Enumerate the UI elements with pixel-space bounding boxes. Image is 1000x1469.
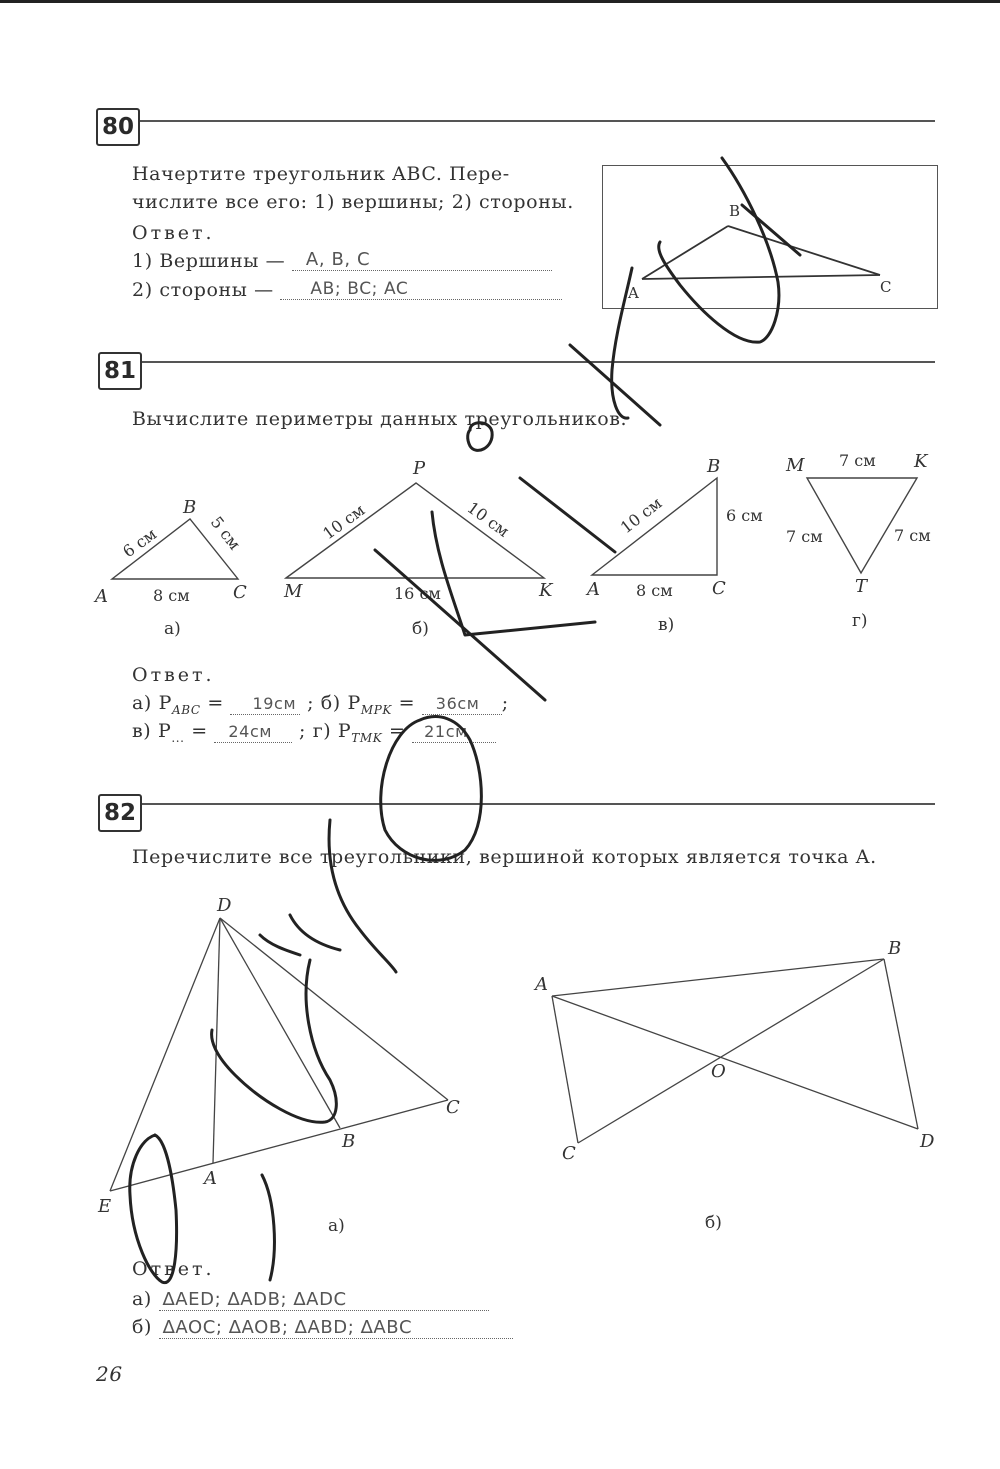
- perimeter-g-value: 21см: [424, 722, 468, 741]
- fig-a-label-d: D: [217, 895, 232, 916]
- fig-b-label-c: C: [562, 1143, 576, 1164]
- tri-a-vertex-c: C: [233, 582, 247, 603]
- tri-b-vertex-m: M: [284, 581, 303, 602]
- tri-v-caption: в): [658, 615, 675, 635]
- answer-b-prefix: б): [132, 1316, 153, 1338]
- tri-a-caption: а): [164, 619, 181, 639]
- fig-b-label-b: B: [888, 938, 902, 959]
- vertices-answer: A, B, C: [305, 249, 371, 270]
- tri-v-side-ac: 8 см: [636, 581, 673, 600]
- answer-a-prefix: а): [132, 1288, 152, 1310]
- tri-g-caption: г): [852, 611, 868, 631]
- perimeter-a-label: а) P: [132, 692, 172, 714]
- tri-a-side-ab: 6 см: [119, 524, 161, 562]
- exercise-82-answer-label: Ответ.: [132, 1258, 215, 1280]
- fig-a-label-e: E: [98, 1196, 112, 1217]
- perimeter-g-sub: TMK: [351, 730, 383, 745]
- tri-g-vertex-k: K: [914, 451, 928, 472]
- vertices-prefix: 1) Вершины —: [132, 250, 286, 272]
- tri-g-vertex-t: T: [855, 576, 868, 597]
- drawing-label-a: A: [628, 284, 639, 302]
- exercise-80-text-line1: Начертите треугольник ABC. Пере-: [132, 163, 510, 185]
- tri-g-side-mt: 7 см: [786, 527, 823, 546]
- drawing-label-b: B: [729, 202, 741, 220]
- tri-v-side-ab: 10 см: [616, 493, 666, 538]
- drawing-label-c: C: [880, 278, 892, 296]
- page-number: 26: [96, 1362, 123, 1386]
- exercise-81-text: Вычислите периметры данных треугольников.: [132, 408, 628, 430]
- fig-b-label-a: A: [535, 974, 548, 995]
- fig-b-label-d: D: [920, 1131, 935, 1152]
- tri-b-vertex-p: P: [413, 458, 426, 479]
- tri-b-side-pk: 10 см: [463, 497, 513, 541]
- perimeter-g-eq: =: [388, 720, 413, 742]
- tri-a-vertex-b: B: [183, 497, 197, 518]
- perimeter-b-sub: MPK: [360, 702, 392, 717]
- exercise-80-number: 80: [96, 108, 140, 146]
- exercise-82-text: Перечислите все треугольники, вершиной которых является точка A.: [132, 846, 877, 868]
- exercise-80-answer-label: Ответ.: [132, 222, 215, 244]
- tri-a-side-ac: 8 см: [153, 586, 190, 605]
- fig-a-caption: а): [328, 1216, 345, 1236]
- fig-b-caption: б): [705, 1213, 722, 1233]
- tri-b-side-mp: 10 см: [319, 500, 369, 544]
- tri-v-side-bc: 6 см: [726, 506, 763, 525]
- tri-g-side-kt: 7 см: [894, 526, 931, 545]
- perimeter-g-label: ; г) P: [299, 720, 352, 742]
- perimeter-v-label: в) P: [132, 720, 172, 742]
- tri-g-side-mk: 7 см: [839, 451, 876, 470]
- fig-a-label-b: B: [342, 1131, 356, 1152]
- tri-b-side-mk: 16 см: [394, 584, 441, 603]
- tri-g-vertex-m: M: [786, 455, 805, 476]
- exercise-81-number: 81: [98, 352, 142, 390]
- sides-prefix: 2) стороны —: [132, 279, 274, 301]
- exercise-80-text-line2: числите все его: 1) вершины; 2) стороны.: [132, 191, 574, 213]
- tri-b-caption: б): [412, 619, 429, 639]
- perimeter-a-eq: =: [207, 692, 231, 714]
- answer-a-value: ∆AED; ∆ADB; ∆ADC: [162, 1289, 347, 1310]
- perimeter-a-value: 19см: [252, 694, 297, 713]
- sides-answer: AB; BC; AC: [310, 279, 409, 299]
- fig-a-label-c: C: [446, 1097, 460, 1118]
- tri-v-vertex-a: A: [587, 579, 600, 600]
- tri-v-vertex-c: C: [712, 578, 726, 599]
- perimeter-b-label: ; б) P: [307, 692, 361, 714]
- perimeter-a-sub: ABC: [171, 702, 201, 717]
- answer-b-value: ∆AOC; ∆AOB; ∆ABD; ∆ABC: [162, 1317, 413, 1338]
- perimeter-b-eq: =: [398, 692, 422, 714]
- tri-a-vertex-a: A: [95, 586, 108, 607]
- row1-end: ;: [501, 692, 509, 714]
- exercise-81-answer-label: Ответ.: [132, 664, 215, 686]
- perimeter-b-value: 36см: [435, 694, 480, 713]
- exercise-82-number: 82: [98, 794, 142, 832]
- tri-a-side-bc: 5 см: [206, 512, 245, 554]
- perimeter-v-value: 24см: [228, 722, 273, 741]
- fig-b-label-o: O: [711, 1061, 726, 1082]
- perimeter-v-sub: ...: [171, 730, 185, 745]
- perimeter-v-eq: =: [191, 720, 215, 742]
- fig-a-label-a: A: [204, 1168, 217, 1189]
- tri-v-vertex-b: B: [707, 456, 721, 477]
- tri-b-vertex-k: K: [539, 580, 553, 601]
